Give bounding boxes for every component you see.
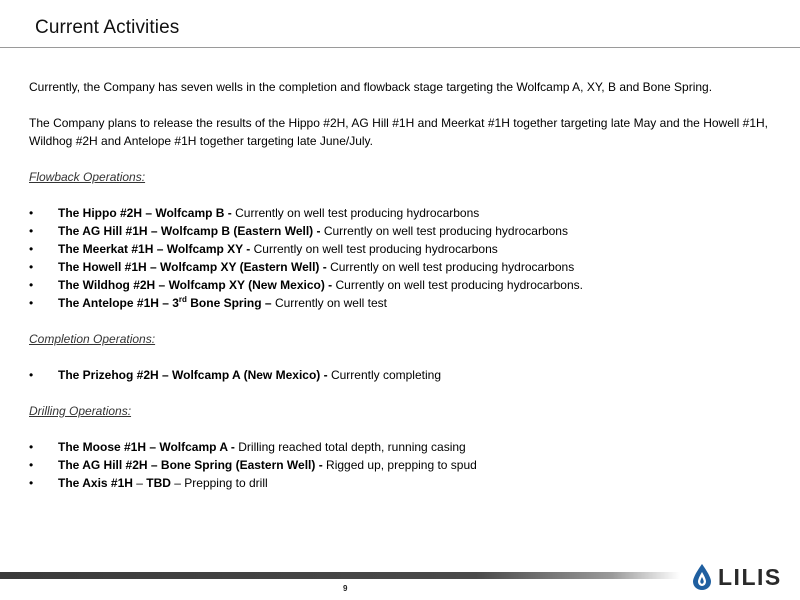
bullet-icon: •	[29, 260, 34, 274]
spacer	[29, 186, 768, 204]
list-item	[29, 258, 768, 276]
logo-text: LILIS	[718, 563, 782, 590]
drilling-heading: Drilling Operations:	[29, 404, 132, 418]
page-title: Current Activities	[35, 17, 180, 38]
well-name: The Moose #1H – Wolfcamp A -	[58, 440, 235, 454]
bullet-icon: •	[29, 206, 34, 220]
well-status: Currently on well test producing hydrocarbons	[320, 224, 568, 238]
flowback-heading: Flowback Operations:	[29, 170, 146, 184]
well-status: Currently completing	[327, 368, 441, 382]
list-item	[29, 240, 768, 258]
spacer	[29, 150, 768, 168]
well-name: The Howell #1H – Wolfcamp XY (Eastern Well) -	[58, 260, 327, 274]
bullet-icon: •	[29, 476, 34, 490]
well-name-part: Bone Spring –	[186, 296, 272, 310]
well-status: Currently on well test producing hydrocarbons	[250, 242, 498, 256]
list-item	[29, 366, 768, 384]
bullet-icon: •	[29, 458, 34, 472]
flowback-list	[29, 204, 768, 312]
spacer	[29, 348, 768, 366]
bullet-icon: •	[29, 278, 34, 292]
bullet-icon: •	[29, 440, 34, 454]
ordinal-suffix: rd	[178, 295, 187, 304]
list-item	[29, 294, 768, 312]
well-status: – Prepping to drill	[170, 476, 268, 490]
company-logo	[691, 562, 782, 592]
spacer	[29, 420, 768, 438]
well-name: The Meerkat #1H – Wolfcamp XY -	[58, 242, 251, 256]
drilling-list	[29, 438, 768, 492]
completion-list	[29, 366, 768, 384]
well-status: Rigged up, prepping to spud	[322, 458, 477, 472]
well-status: Drilling reached total depth, running casing	[234, 440, 466, 454]
well-name: The AG Hill #1H – Wolfcamp B (Eastern Well) -	[58, 224, 321, 238]
list-item	[29, 474, 768, 492]
bullet-icon: •	[29, 296, 34, 310]
well-status: Currently on well test producing hydrocarbons	[326, 260, 575, 274]
page-number: 9	[343, 584, 348, 593]
drop-logo-icon	[691, 563, 713, 591]
list-item	[29, 438, 768, 456]
spacer	[29, 312, 768, 330]
well-name-part: The Antelope #1H – 3	[58, 296, 179, 310]
list-item	[29, 204, 768, 222]
well-name: The Wildhog #2H – Wolfcamp XY (New Mexico) -	[58, 278, 333, 292]
title-bar	[0, 0, 800, 48]
well-name: The AG Hill #2H – Bone Spring (Eastern Well) -	[58, 458, 323, 472]
bullet-icon: •	[29, 242, 34, 256]
well-status: Currently on well test producing hydrocarbons.	[332, 278, 583, 292]
spacer	[29, 384, 768, 402]
well-name: The Prizehog #2H – Wolfcamp A (New Mexico) -	[58, 368, 328, 382]
bullet-icon: •	[29, 368, 34, 382]
well-target: TBD	[146, 476, 171, 490]
list-item	[29, 276, 768, 294]
well-name: The Hippo #2H – Wolfcamp B -	[58, 206, 232, 220]
well-status: Currently on well test producing hydrocarbons	[231, 206, 480, 220]
content-body	[29, 78, 768, 492]
bullet-icon: •	[29, 224, 34, 238]
well-name: The Axis #1H	[58, 476, 133, 490]
well-name-separator: –	[132, 476, 147, 490]
well-status: Currently on well test	[271, 296, 387, 310]
intro-paragraph: Currently, the Company has seven wells in the completion and flowback stage targeting the Wolfcamp A, XY, B and Bone Spring.	[29, 80, 713, 94]
spacer	[29, 96, 768, 114]
title-divider	[0, 47, 800, 48]
list-item	[29, 456, 768, 474]
footer-band	[0, 572, 680, 579]
well-name	[58, 296, 272, 310]
list-item	[29, 222, 768, 240]
completion-heading: Completion Operations:	[29, 332, 156, 346]
plans-paragraph: The Company plans to release the results of the Hippo #2H, AG Hill #1H and Meerkat #1H together targeting late May and the Howell #1H, Wildhog #2H and Antelope #1H together targeting late June/July.	[29, 116, 768, 148]
